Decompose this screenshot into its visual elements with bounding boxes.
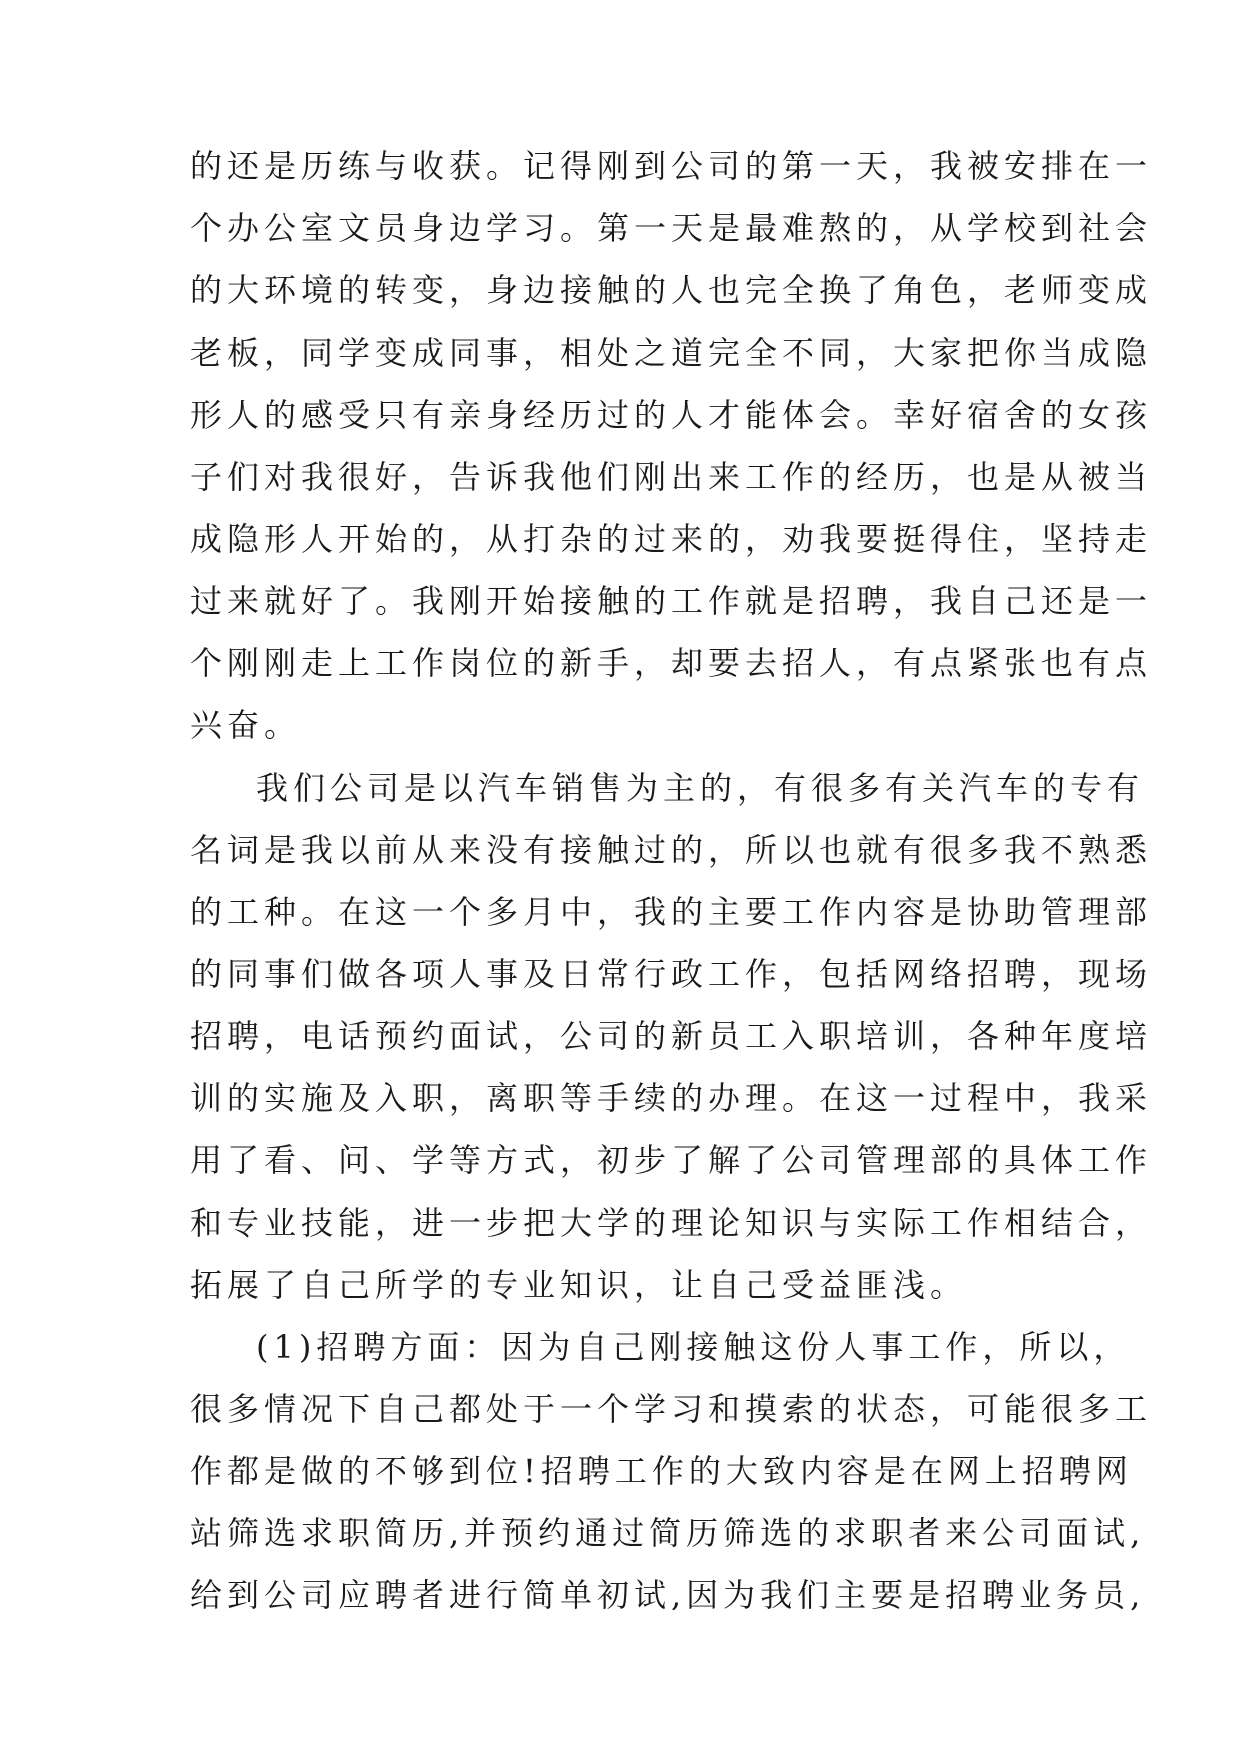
text-line: 作都是做的不够到位!招聘工作的大致内容是在网上招聘网 xyxy=(190,1452,1133,1490)
text-line: 招聘，电话预约面试，公司的新员工入职培训，各种年度培 xyxy=(190,1017,1153,1055)
text-line: 训的实施及入职，离职等手续的办理。在这一过程中，我采 xyxy=(190,1079,1153,1117)
text-line: 老板，同学变成同事，相处之道完全不同，大家把你当成隐 xyxy=(190,334,1153,372)
text-line: 过来就好了。我刚开始接触的工作就是招聘，我自己还是一 xyxy=(190,582,1153,620)
text-line: 站筛选求职简历,并预约通过简历筛选的求职者来公司面试, xyxy=(190,1514,1146,1552)
text-line: 名词是我以前从来没有接触过的，所以也就有很多我不熟悉 xyxy=(190,831,1153,869)
text-line: 兴奋。 xyxy=(190,706,302,744)
text-line: 和专业技能，进一步把大学的理论知识与实际工作相结合， xyxy=(190,1204,1153,1242)
text-line: 形人的感受只有亲身经历过的人才能体会。幸好宿舍的女孩 xyxy=(190,396,1153,434)
text-line: 用了看、问、学等方式，初步了解了公司管理部的具体工作 xyxy=(190,1141,1153,1179)
text-line: 的还是历练与收获。记得刚到公司的第一天，我被安排在一 xyxy=(190,147,1153,185)
paragraph-first-line: 我们公司是以汽车销售为主的，有很多有关汽车的专有 xyxy=(256,769,1145,807)
text-line: 的大环境的转变，身边接触的人也完全换了角色，老师变成 xyxy=(190,271,1153,309)
text-line: 的工种。在这一个多月中，我的主要工作内容是协助管理部 xyxy=(190,893,1153,931)
text-line: 成隐形人开始的，从打杂的过来的，劝我要挺得住，坚持走 xyxy=(190,520,1153,558)
text-line: 给到公司应聘者进行简单初试,因为我们主要是招聘业务员, xyxy=(190,1576,1146,1614)
text-line: 的同事们做各项人事及日常行政工作，包括网络招聘，现场 xyxy=(190,955,1153,993)
text-line: 个办公室文员身边学习。第一天是最难熬的，从学校到社会 xyxy=(190,209,1153,247)
text-line: 子们对我很好，告诉我他们刚出来工作的经历，也是从被当 xyxy=(190,458,1153,496)
text-line: 个刚刚走上工作岗位的新手，却要去招人，有点紧张也有点 xyxy=(190,644,1153,682)
text-line: 很多情况下自己都处于一个学习和摸索的状态，可能很多工 xyxy=(190,1390,1153,1428)
paragraph-first-line: (1)招聘方面：因为自己刚接触这份人事工作，所以， xyxy=(256,1328,1131,1366)
text-line: 拓展了自己所学的专业知识，让自己受益匪浅。 xyxy=(190,1266,968,1304)
